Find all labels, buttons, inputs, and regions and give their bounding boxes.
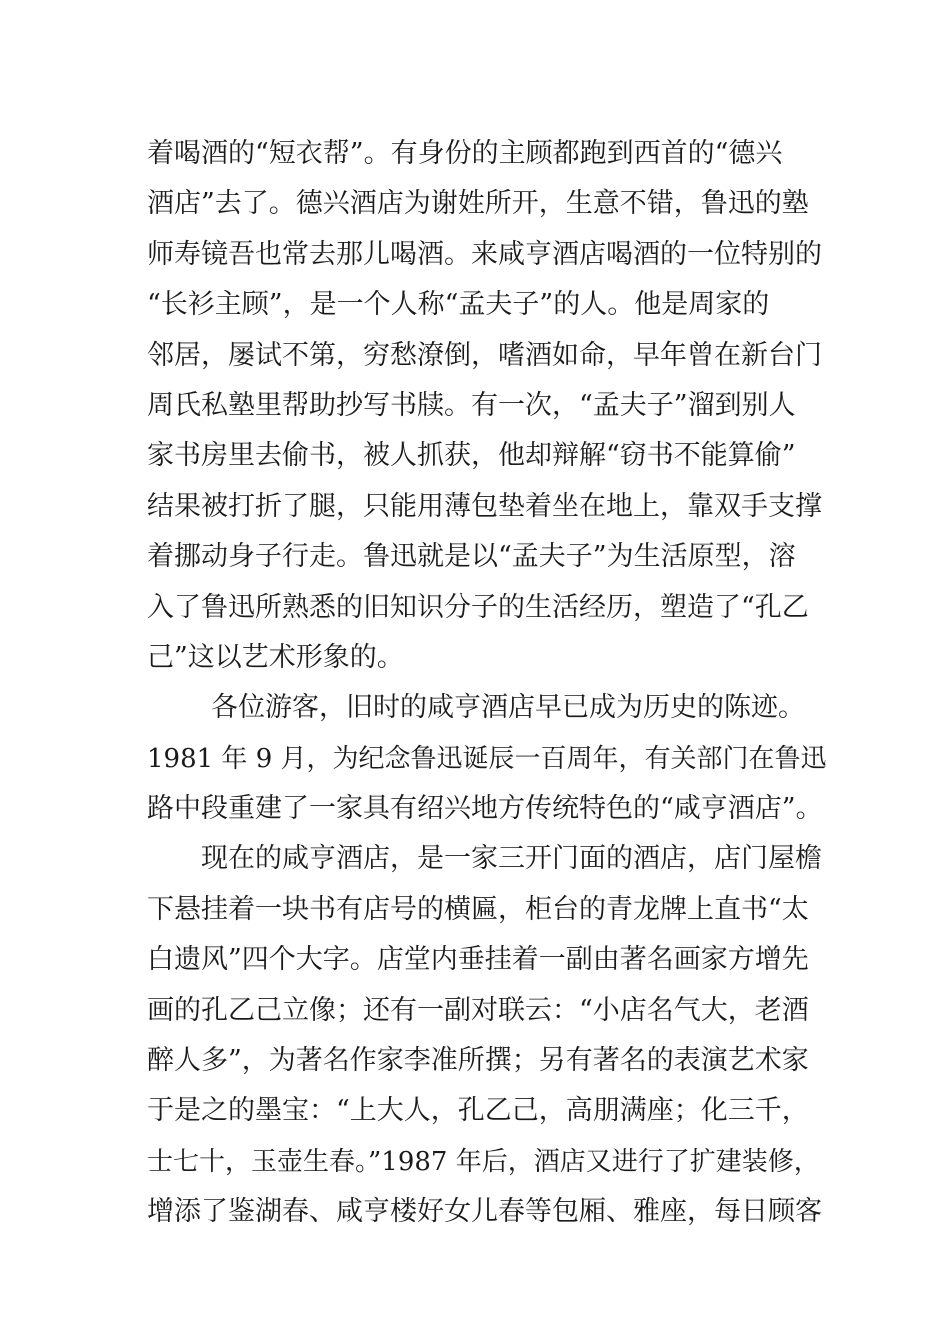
text-line: 1981 年 9 月，为纪念鲁迅诞辰一百周年，有关部门在鲁迅 xyxy=(147,743,827,774)
text-line: 士七十，玉壶生春。”1987 年后，酒店又进行了扩建装修， xyxy=(147,1146,820,1177)
text-line: 己”这以艺术形象的。 xyxy=(147,641,404,673)
text-line: 于是之的墨宝：“上大人，孔乙己，高朋满座；化三千， xyxy=(147,1095,809,1127)
text-line: 着挪动身子行走。鲁迅就是以“孟夫子”为生活原型，溶 xyxy=(147,541,796,573)
paragraph-1 xyxy=(147,129,827,683)
text-line-indented: 各位游客，旧时的咸亨酒店早已成为历史的陈迹。 xyxy=(211,692,805,724)
paragraph-2 xyxy=(147,683,827,834)
document-body xyxy=(147,129,827,1238)
text-line: 结果被打折了腿，只能用薄包垫着坐在地上，靠双手支撑 xyxy=(147,490,822,522)
text-line: 路中段重建了一家具有绍兴地方传统特色的“咸亨酒店”。 xyxy=(147,793,823,825)
text-line: “长衫主顾”，是一个人称“孟夫子”的人。他是周家的 xyxy=(147,289,770,321)
text-line: 师寿镜吾也常去那儿喝酒。来咸亨酒店喝酒的一位特别的 xyxy=(147,238,822,270)
text-line: 白遗风”四个大字。店堂内垂挂着一副由著名画家方增先 xyxy=(147,944,809,976)
text-line: 酒店”去了。德兴酒店为谢姓所开，生意不错，鲁迅的塾 xyxy=(147,188,809,220)
text-line: 画的孔乙己立像；还有一副对联云：“小店名气大，老酒 xyxy=(147,994,809,1026)
text-line-indented: 现在的咸亨酒店，是一家三开门面的酒店，店门屋檐 xyxy=(201,843,822,875)
paragraph-3 xyxy=(147,834,827,1237)
text-line: 入了鲁迅所熟悉的旧知识分子的生活经历，塑造了“孔乙 xyxy=(147,591,809,623)
text-line: 家书房里去偷书，被人抓获，他却辩解“窃书不能算偷” xyxy=(147,440,796,472)
text-line: 周氏私塾里帮助抄写书牍。有一次，“孟夫子”溜到别人 xyxy=(147,389,796,421)
text-line: 邻居，屡试不第，穷愁潦倒，嗜酒如命，早年曾在新台门 xyxy=(147,339,822,371)
text-line: 醉人多”，为著名作家李准所撰；另有著名的表演艺术家 xyxy=(147,1045,809,1077)
text-line: 着喝酒的“短衣帮”。有身份的主顾都跑到西首的“德兴 xyxy=(147,138,783,169)
text-line: 增添了鉴湖春、咸亨楼好女儿春等包厢、雅座，每日顾客 xyxy=(147,1196,822,1228)
text-line: 下悬挂着一块书有店号的横匾，柜台的青龙牌上直书“太 xyxy=(147,893,809,925)
